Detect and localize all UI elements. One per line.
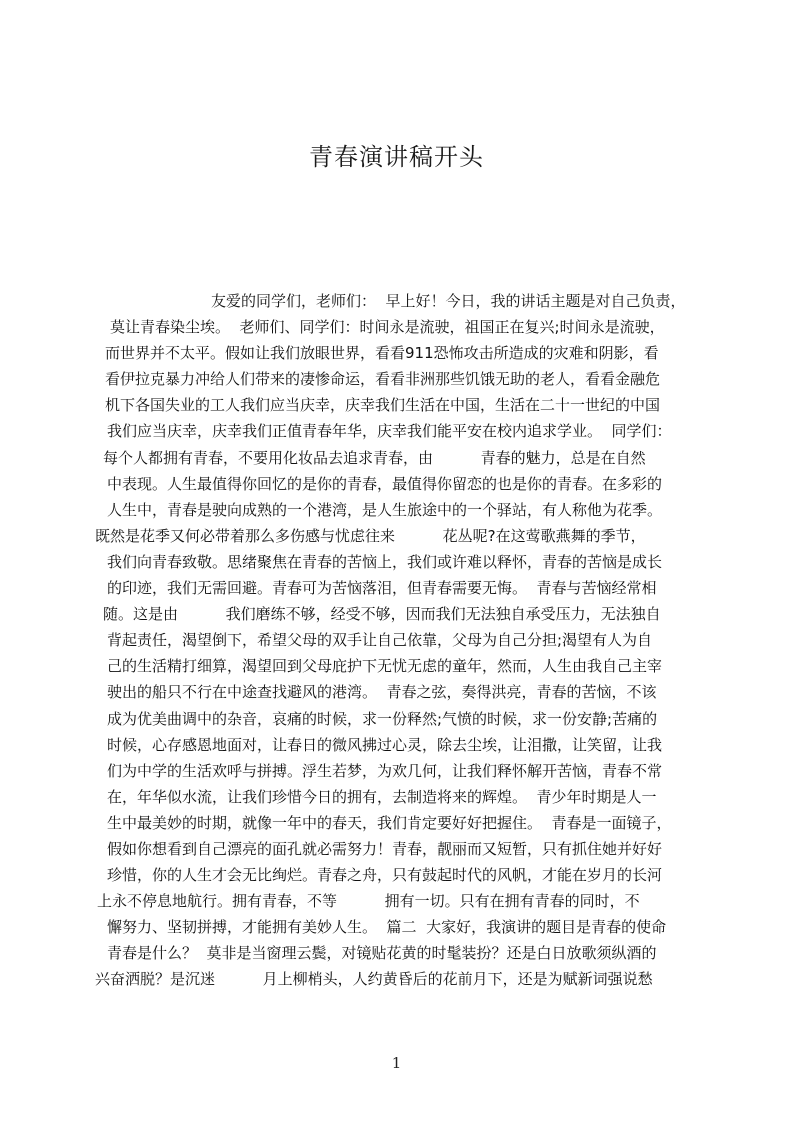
text-line: 驶出的船只不行在中途查找避风的港湾。 青春之弦，奏得洪亮，青春的苦恼，不该 (107, 683, 657, 702)
text-line: 随。这是由 我们磨练不够，经受不够，因而我们无法独自承受压力，无法独自 (103, 605, 661, 624)
text-line: 既然是花季又何必带着那么多伤感与忧虑往来 花丛呢?在这莺歌燕舞的季节， (95, 526, 646, 545)
document-title: 青春演讲稿开头 (309, 143, 484, 171)
text-line: 上永不停息地航行。拥有青春，不等 拥有一切。只有在拥有青春的同时，不 (97, 892, 640, 911)
body-text (0, 288, 698, 993)
text-line: 己的生活精打细算，渴望回到父母庇护下无忧无虑的童年，然而，人生由我自己主宰 (107, 657, 663, 676)
text-line: 兴奋洒脱？是沉迷 月上柳梢头，人约黄昏后的花前月下，还是为赋新词强说愁 (95, 970, 653, 989)
text-line: 青春是什么？ 莫非是当窗理云鬓，对镜贴花黄的时髦装扮？还是白日放歌须纵酒的 (107, 944, 657, 963)
text-line: 人生中，青春是驶向成熟的一个港湾，是人生旅途中的一个驿站，有人称他为花季。 (107, 500, 663, 519)
text-line: 珍惜，你的人生才会无比绚烂。青春之舟，只有鼓起时代的风帆，才能在岁月的长河 (107, 866, 663, 885)
text-line: 生中最美妙的时期，就像一年中的春天，我们肯定要好好把握住。 青春是一面镜子， (107, 813, 672, 832)
text-line: 我们向青春致敬。思绪聚焦在青春的苦恼上，我们或许难以释怀，青春的苦恼是成长 (107, 552, 663, 571)
text-line: 时候，心存感恩地面对，让春日的微风拂过心灵，除去尘埃，让泪撒，让笑留，让我 (107, 735, 663, 754)
text-line: 中表现。人生最值得你回忆的是你的青春，最值得你留恋的也是你的青春。在多彩的 (107, 474, 663, 493)
text-line: 懈努力、坚韧拼搏，才能拥有美妙人生。 篇二 大家好，我演讲的题目是青春的使命 (107, 918, 667, 937)
text-line: 而世界并不太平。假如让我们放眼世界，看看911恐怖攻击所造成的灾难和阴影，看 (105, 344, 659, 363)
text-line: 们为中学的生活欢呼与拼搏。浮生若梦，为欢几何，让我们释怀解开苦恼，青春不常 (107, 761, 663, 780)
text-line: 友爱的同学们，老师们： 早上好！今日，我的讲话主题是对自己负责， (211, 292, 686, 310)
text-line: 的印迹，我们无需回避。青春可为苦恼落泪，但青春需要无悔。 青春与苦恼经常相 (107, 579, 657, 598)
text-line: 背起责任，渴望倒下，希望父母的双手让自己依靠，父母为自己分担;渴望有人为自 (107, 631, 653, 650)
page-number: 1 (391, 1054, 402, 1072)
text-line: 看伊拉克暴力冲给人们带来的凄惨命运，看看非洲那些饥饿无助的老人，看看金融危 (105, 370, 661, 389)
text-line: 在，年华似水流，让我们珍惜今日的拥有，去制造将来的辉煌。 青少年时期是人一 (107, 787, 657, 806)
text-line: 莫让青春染尘埃。 老师们、同学们：时间永是流驶，祖国正在复兴;时间永是流驶， (110, 318, 665, 337)
text-line: 每个人都拥有青春，不要用化妆品去追求青春，由 青春的魅力，总是在自然 (103, 448, 646, 467)
text-line: 成为优美曲调中的杂音，哀痛的时候，求一份释然;气愤的时候，求一份安静;苦痛的 (107, 709, 658, 728)
text-line: 机下各国失业的工人我们应当庆幸，庆幸我们生活在中国，生活在二十一世纪的中国 (105, 396, 661, 415)
text-line: 我们应当庆幸，庆幸我们正值青春年华，庆幸我们能平安在校内追求学业。 同学们： (107, 422, 672, 441)
text-line: 假如你想看到自己漂亮的面孔就必需努力！青春，靓丽而又短暂，只有抓住她并好好 (107, 839, 663, 858)
